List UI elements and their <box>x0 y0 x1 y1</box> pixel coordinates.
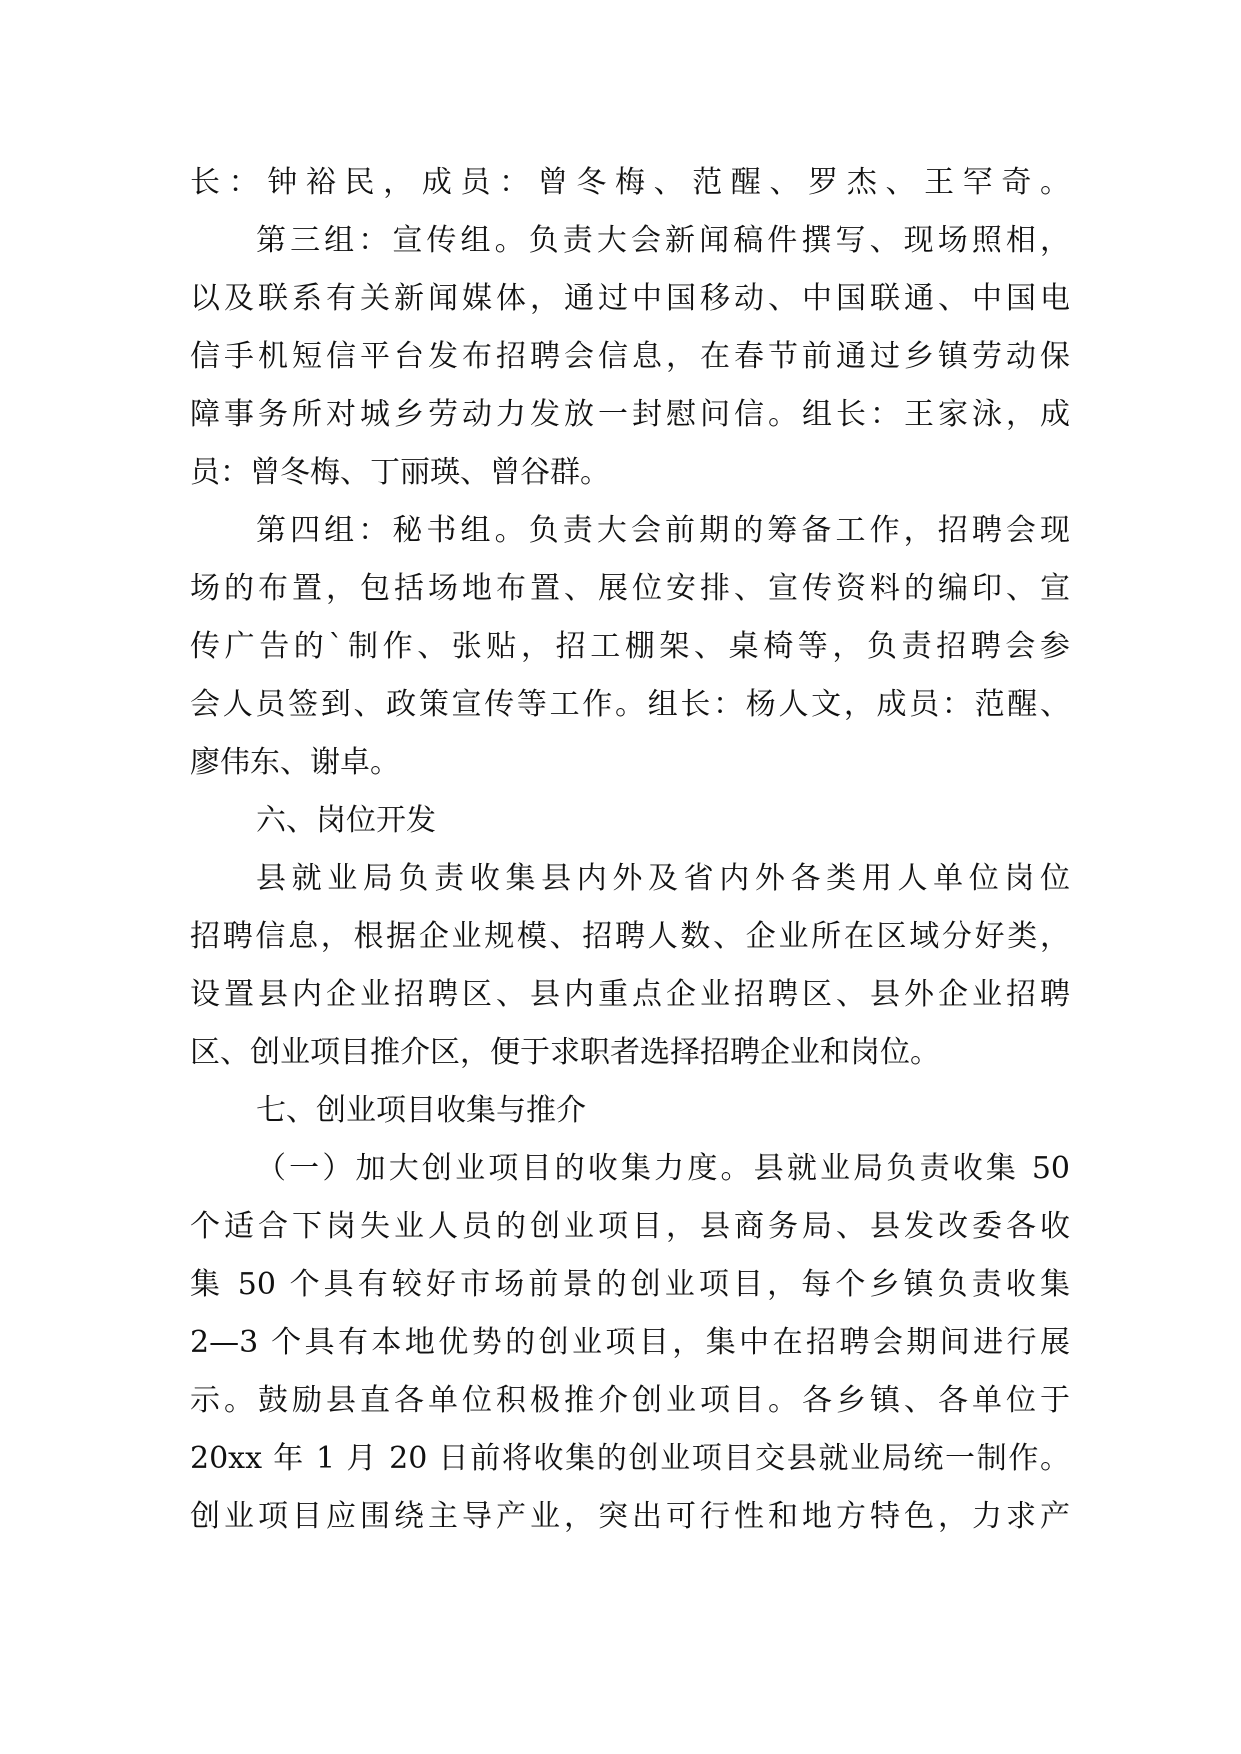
text-line: 招聘信息，根据企业规模、招聘人数、企业所在区域分好类， <box>190 919 1070 954</box>
text-line: 集 50 个具有较好市场前景的创业项目，每个乡镇负责收集 <box>190 1267 1070 1302</box>
paragraph-first-line: 县就业局负责收集县内外及省内外各类用人单位岗位 <box>256 861 1070 896</box>
text-line: 障事务所对城乡劳动力发放一封慰问信。组长：王家泳，成 <box>190 397 1070 432</box>
section-heading: 七、创业项目收集与推介 <box>256 1093 586 1128</box>
text-line: 员：曾冬梅、丁丽瑛、曾谷群。 <box>190 455 610 490</box>
section-heading: 六、岗位开发 <box>256 803 436 838</box>
text-line: 场的布置，包括场地布置、展位安排、宣传资料的编印、宣 <box>190 571 1070 606</box>
text-line: 设置县内企业招聘区、县内重点企业招聘区、县外企业招聘 <box>190 977 1070 1012</box>
text-line: 信手机短信平台发布招聘会信息，在春节前通过乡镇劳动保 <box>190 339 1070 374</box>
text-line: 以及联系有关新闻媒体，通过中国移动、中国联通、中国电 <box>190 281 1070 316</box>
text-line: 创业项目应围绕主导产业，突出可行性和地方特色，力求产 <box>190 1499 1070 1534</box>
text-line: 长：钟裕民，成员：曾冬梅、范醒、罗杰、王罕奇。 <box>190 165 1070 200</box>
text-line: 20xx 年 1 月 20 日前将收集的创业项目交县就业局统一制作。 <box>190 1441 1070 1476</box>
text-line: 传广告的`制作、张贴，招工棚架、桌椅等，负责招聘会参 <box>190 629 1070 664</box>
text-line: 区、创业项目推介区，便于求职者选择招聘企业和岗位。 <box>190 1035 940 1070</box>
paragraph-first-line: 第四组：秘书组。负责大会前期的筹备工作，招聘会现 <box>256 513 1070 548</box>
text-line: 廖伟东、谢卓。 <box>190 745 400 780</box>
text-line: 2—3 个具有本地优势的创业项目，集中在招聘会期间进行展 <box>190 1325 1070 1360</box>
text-line: 示。鼓励县直各单位积极推介创业项目。各乡镇、各单位于 <box>190 1383 1070 1418</box>
paragraph-first-line: （一）加大创业项目的收集力度。县就业局负责收集 50 <box>256 1151 1070 1186</box>
text-line: 会人员签到、政策宣传等工作。组长：杨人文，成员：范醒、 <box>190 687 1070 722</box>
text-line: 个适合下岗失业人员的创业项目，县商务局、县发改委各收 <box>190 1209 1070 1244</box>
paragraph-first-line: 第三组：宣传组。负责大会新闻稿件撰写、现场照相， <box>256 223 1070 258</box>
